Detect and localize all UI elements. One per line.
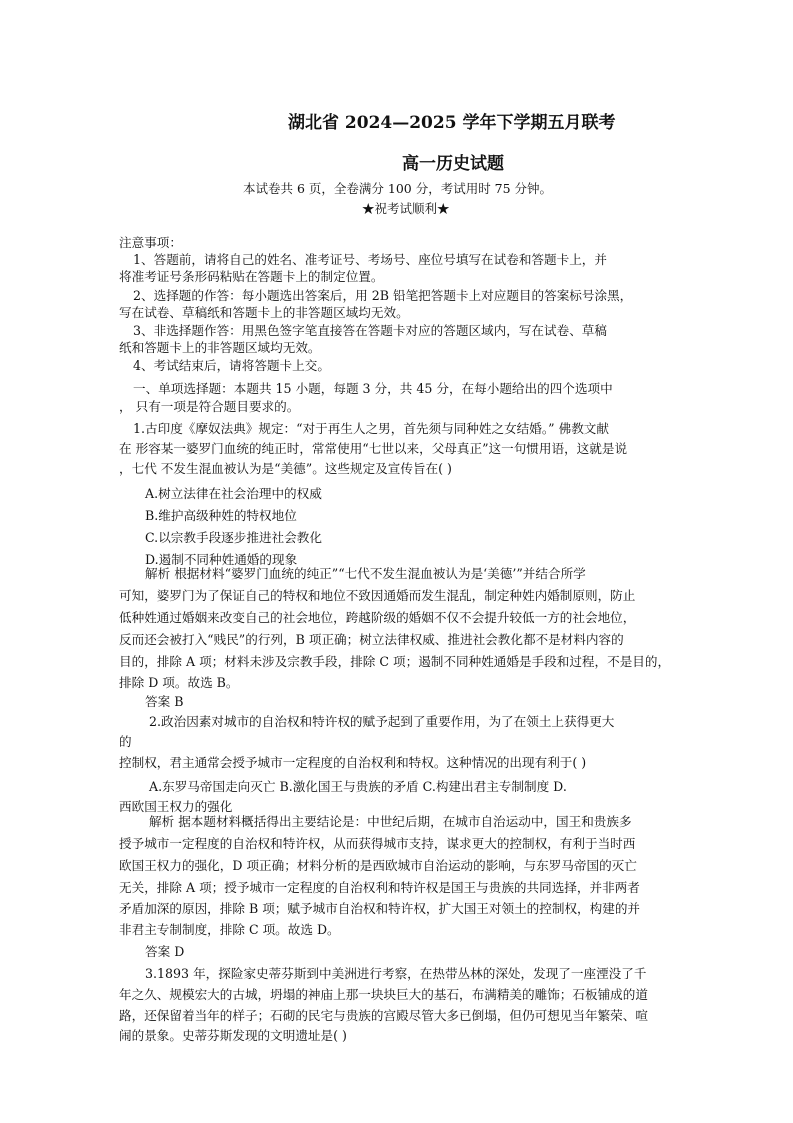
q3-stem-line: 3.1893 年，探险家史蒂芬斯到中美洲进行考察，在热带丛林的深处，发现了一座湮没了千 xyxy=(145,966,647,981)
note-2-cont: 写在试卷、草稿纸和答题卡上的非答题区域均无效。 xyxy=(119,305,409,320)
exam-subtitle: 高一历史试题 xyxy=(402,154,504,174)
q2-explanation: 授予城市一定程度的自治权和特许权，从而获得城市支持，谋求更大的控制权，有利于当时西 xyxy=(119,836,636,851)
note-4: 4、考试结束后，请将答题卡上交。 xyxy=(133,358,330,373)
q1-explanation: 低种姓通过婚姻来改变自己的社会地位，跨越阶级的婚姻不仅不会提升较低一方的社会地位， xyxy=(119,610,636,625)
section-heading: 一、单项选择题：本题共 15 小题，每题 3 分，共 45 分，在每小题给出的四个选项中 xyxy=(133,381,613,396)
q1-explanation: 排除 D 项。故选 B。 xyxy=(119,675,239,690)
q2-explanation: 解析 据本题材料概括得出主要结论是：中世纪后期，在城市自治运动中，国王和贵族多 xyxy=(149,814,632,829)
note-1-cont: 将准考证号条形码粘贴在答题卡上的制定位置。 xyxy=(119,269,384,284)
q2-explanation: 矛盾加深的原因，排除 B 项；赋予城市自治权和特许权，扩大国王对领土的控制权，构建的并 xyxy=(119,901,641,916)
q1-option-d: D.遏制不同种姓通婚的现象 xyxy=(145,552,298,567)
exam-wish: ★祝考试顺利★ xyxy=(362,201,450,216)
q2-stem-line: 2.政治因素对城市的自治权和特许权的赋予起到了重要作用，为了在领土上获得更大 xyxy=(149,714,615,729)
q1-option-c: C.以宗教手段逐步推进社会教化 xyxy=(145,530,322,545)
q1-explanation: 可知，婆罗门为了保证自己的特权和地位不致因通婚而发生混乱，制定种姓内婚制原则，防止 xyxy=(119,588,636,603)
section-heading-cont: ， 只有一项是符合题目要求的。 xyxy=(119,399,300,414)
q1-explanation: 目的，排除 A 项；材料未涉及宗教手段，排除 C 项；遏制不同种姓通婚是手段和过程，不是目的， xyxy=(119,654,671,669)
q2-stem-line: 控制权，君主通常会授予城市一定程度的自治权利和特权。这种情况的出现有利于( ) xyxy=(119,755,587,770)
exam-info: 本试卷共 6 页，全卷满分 100 分，考试用时 75 分钟。 xyxy=(243,181,553,196)
q1-stem-line: 在 形容某一婆罗门血统的纯正时，常常使用“七世以来，父母真正”这一句惯用语，这就是说 xyxy=(119,441,628,456)
q1-answer: 答案 B xyxy=(145,694,184,709)
q2-stem-line: 的 xyxy=(119,734,132,749)
note-2: 2、选择题的作答：每小题选出答案后，用 2B 铅笔把答题卡上对应题目的答案标号涂黑， xyxy=(133,288,633,303)
q1-option-a: A.树立法律在社会治理中的权威 xyxy=(145,486,322,501)
q1-explanation: 反而还会被打入“贱民”的行列，B 项正确；树立法律权威、推进社会教化都不是材料内容的 xyxy=(119,632,624,647)
q3-stem-line: 路，还保留着当年的样子；石砌的民宅与贵族的宫殿尽管大多已倒塌，但仍可想见当年繁荣、喧 xyxy=(119,1008,648,1023)
q1-stem-line: 1.古印度《摩奴法典》规定：“对于再生人之男，首先须与同种姓之女结婚。” 佛教文献 xyxy=(133,421,609,436)
q3-stem-line: 年之久、规模宏大的古城，坍塌的神庙上那一块块巨大的基石，布满精美的雕饰；石板铺成的道 xyxy=(119,987,648,1002)
q2-options: A.东罗马帝国走向灭亡 B.激化国王与贵族的矛盾 C.构建出君主专制制度 D. xyxy=(149,779,567,794)
q2-answer: 答案 D xyxy=(145,944,185,959)
exam-title: 湖北省 2024—2025 学年下学期五月联考 xyxy=(288,113,616,133)
note-3: 3、非选择题作答：用黑色签字笔直接答在答题卡对应的答题区域内，写在试卷、草稿 xyxy=(133,323,607,338)
q2-explanation: 非君主专制制度，排除 C 项。故选 D。 xyxy=(119,922,340,937)
note-3-cont: 纸和答题卡上的非答题区域均无效。 xyxy=(119,340,321,355)
q1-option-b: B.维护高级种姓的特权地位 xyxy=(145,508,297,523)
q1-explanation: 解析 根据材料“婆罗门血统的纯正”“七代不发生混血被认为是‘美德’”并结合所学 xyxy=(145,566,586,581)
q2-explanation: 欧国王权力的强化，D 项正确；材料分析的是西欧城市自治运动的影响，与东罗马帝国的灭亡 xyxy=(119,858,637,873)
q2-explanation: 无关，排除 A 项；授予城市一定程度的自治权利和特许权是国王与贵族的共同选择，并非两者 xyxy=(119,880,640,895)
q1-stem-line: ，七代 不发生混血被认为是“美德”。这些规定及宣传旨在( ) xyxy=(119,461,452,476)
notes-heading: 注意事项： xyxy=(119,235,182,250)
q2-option-d-cont: 西欧国王权力的强化 xyxy=(119,799,233,814)
note-1: 1、答题前，请将自己的姓名、准考证号、考场号、座位号填写在试卷和答题卡上，并 xyxy=(133,252,607,267)
q3-stem-line: 闹的景象。史蒂芬斯发现的文明遗址是( ) xyxy=(119,1028,347,1043)
